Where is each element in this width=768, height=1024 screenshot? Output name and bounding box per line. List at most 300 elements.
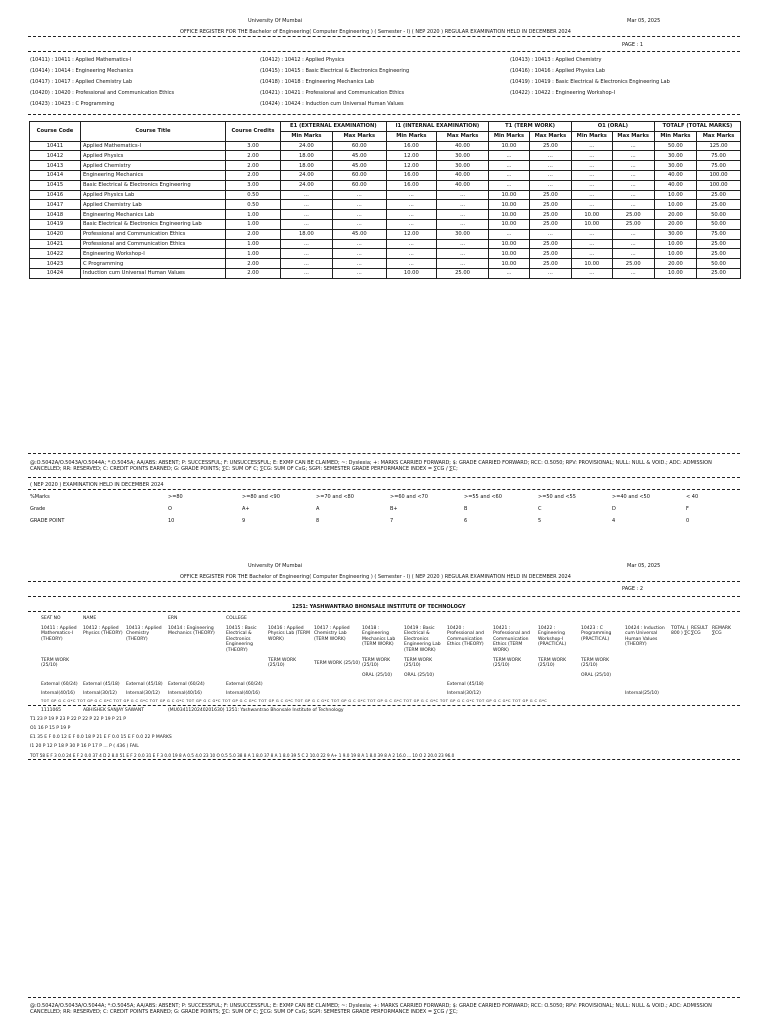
table-cell: Applied Mathematics-I xyxy=(81,141,226,151)
table-cell: ... xyxy=(332,259,386,269)
divider xyxy=(28,997,740,998)
external-label: External (45/18) xyxy=(83,682,120,687)
table-cell: 100.00 xyxy=(697,180,741,190)
table-cell: Basic Electrical & Electronics Engineering xyxy=(81,180,226,190)
table-cell: 10421 xyxy=(30,239,81,249)
table-cell: ... xyxy=(571,170,612,180)
grade-cell: O xyxy=(168,506,172,512)
table-cell: 10.00 xyxy=(654,268,696,278)
grade-cell: 8 xyxy=(316,518,320,524)
table-cell: 1.00 xyxy=(226,249,281,259)
table-cell: 10422 xyxy=(30,249,81,259)
col-min-marks: Min Marks xyxy=(489,131,530,141)
course-code-item: (10424) : 10424 : Induction cum Universal Human Values xyxy=(260,101,404,107)
col-o1: O1 (ORAL) xyxy=(571,122,654,132)
table-cell: 25.00 xyxy=(529,141,571,151)
table-cell: 25.00 xyxy=(436,268,488,278)
table-cell: ... xyxy=(332,200,386,210)
grade-cell: GRADE POINT xyxy=(30,518,65,524)
oral-label: ORAL (25/10) xyxy=(581,673,611,678)
course-col-10416: 10416 : Applied Physics Lab (TERM WORK) xyxy=(268,626,310,642)
table-cell: Applied Physics xyxy=(81,151,226,161)
table-cell: ... xyxy=(332,210,386,220)
course-col-10421: 10421 : Professional and Communication Ethics (TERM WORK) xyxy=(493,626,530,653)
table-cell: 10.00 xyxy=(654,239,696,249)
internal-label: Internal(30/12) xyxy=(126,691,160,696)
course-code-item: (10422) : 10422 : Engineering Workshop-I xyxy=(510,90,615,96)
table-cell: 50.00 xyxy=(654,141,696,151)
table-cell: Engineering Workshop-I xyxy=(81,249,226,259)
table-cell: ... xyxy=(529,151,571,161)
table-cell: 10.00 xyxy=(571,259,612,269)
course-col-10417: 10417 : Applied Chemistry Lab (TERM WORK) xyxy=(314,626,350,642)
course-code-item: (10413) : 10413 : Applied Chemistry xyxy=(510,57,602,63)
student-college: 1251: Yashwantrao Bhonsale Institute of Technology xyxy=(226,708,344,713)
table-cell: ... xyxy=(436,239,488,249)
table-cell: 25.00 xyxy=(529,249,571,259)
table-cell: ... xyxy=(529,268,571,278)
table-cell: 10412 xyxy=(30,151,81,161)
col-ern: ERN xyxy=(168,616,178,621)
course-col-10413: 10413 : Applied Chemistry (THEORY) xyxy=(126,626,162,642)
table-cell: C Programming xyxy=(81,259,226,269)
course-code-item: (10412) : 10412 : Applied Physics xyxy=(260,57,345,63)
table-cell: 40.00 xyxy=(436,180,488,190)
table-cell: Professional and Communication Ethics xyxy=(81,229,226,239)
col-max-marks: Max Marks xyxy=(529,131,571,141)
register-title: OFFICE REGISTER FOR THE Bachelor of Engineering( Computer Engineering ) ( Semester - I) ( NEP 2020 ) REGULAR EXAMINATION HELD IN DECEMBER 2024 xyxy=(180,574,571,580)
course-col-10423: 10423 : C Programming (PRACTICAL) xyxy=(581,626,612,642)
table-row xyxy=(30,219,741,229)
grade-cell: < 40 xyxy=(686,494,699,500)
col-total: TOTAL ( 800 ) ∑C xyxy=(671,626,691,637)
table-row xyxy=(30,200,741,210)
table-cell: 12.00 xyxy=(386,229,436,239)
table-cell: ... xyxy=(571,200,612,210)
divider xyxy=(28,581,740,582)
col-max-marks: Max Marks xyxy=(697,131,741,141)
divider xyxy=(28,489,740,490)
table-row xyxy=(30,239,741,249)
table-cell: 18.00 xyxy=(281,229,333,239)
course-code-item: (10418) : 10418 : Engineering Mechanics Lab xyxy=(260,79,374,85)
grade-cell: F xyxy=(686,506,689,512)
table-cell: 12.00 xyxy=(386,161,436,171)
table-cell: ... xyxy=(529,180,571,190)
divider xyxy=(28,596,740,597)
table-row xyxy=(30,151,741,161)
table-cell: 30.00 xyxy=(654,151,696,161)
table-row xyxy=(30,161,741,171)
table-cell: 12.00 xyxy=(386,151,436,161)
grade-table xyxy=(30,494,730,524)
table-row xyxy=(30,170,741,180)
student-name: ABHISHEK SANJAY SAWANT xyxy=(83,708,145,713)
student-seat-no: 1111065 xyxy=(41,708,62,713)
table-cell: 30.00 xyxy=(654,161,696,171)
table-cell: ... xyxy=(489,229,530,239)
divider xyxy=(28,36,740,37)
page-number: PAGE : 1 xyxy=(622,42,644,48)
course-code-item: (10414) : 10414 : Engineering Mechanics xyxy=(30,68,134,74)
table-cell: 1.00 xyxy=(226,210,281,220)
table-cell: 75.00 xyxy=(697,229,741,239)
course-code-item: (10417) : 10417 : Applied Chemistry Lab xyxy=(30,79,133,85)
course-code-item: (10421) : 10421 : Professional and Communication Ethics xyxy=(260,90,405,96)
external-label: External (60/24) xyxy=(168,682,205,687)
divider xyxy=(28,51,740,52)
table-cell: 10.00 xyxy=(571,219,612,229)
university-name: University Of Mumbai xyxy=(248,18,303,24)
course-code-item: (10411) : 10411 : Applied Mathematics-I xyxy=(30,57,132,63)
internal-label: Internal(40/16) xyxy=(226,691,260,696)
table-cell: ... xyxy=(529,229,571,239)
table-cell: 24.00 xyxy=(281,170,333,180)
oral-label: ORAL (25/10) xyxy=(362,673,392,678)
table-cell: 10423 xyxy=(30,259,81,269)
external-label: External (45/18) xyxy=(447,682,484,687)
table-cell: ... xyxy=(281,200,333,210)
table-cell: 30.00 xyxy=(436,229,488,239)
table-cell: ... xyxy=(612,249,654,259)
grade-caption: ( NEP 2020 ) EXAMINATION HELD IN DECEMBER 2024 xyxy=(30,482,164,488)
table-cell: 25.00 xyxy=(529,259,571,269)
table-cell: 25.00 xyxy=(612,210,654,220)
grade-cell: B xyxy=(464,506,468,512)
table-cell: 10414 xyxy=(30,170,81,180)
divider xyxy=(28,759,740,760)
course-col-10418: 10418 : Engineering Mechanics Lab (TERM WORK) xyxy=(362,626,396,648)
table-cell: 10.00 xyxy=(489,210,530,220)
table-cell: ... xyxy=(571,268,612,278)
col-max-marks: Max Marks xyxy=(612,131,654,141)
grade-cell: Grade xyxy=(30,506,46,512)
table-cell: 25.00 xyxy=(529,239,571,249)
grade-cell: 6 xyxy=(464,518,468,524)
table-cell: 10417 xyxy=(30,200,81,210)
table-cell: ... xyxy=(386,190,436,200)
table-cell: 10420 xyxy=(30,229,81,239)
course-code-item: (10420) : 10420 : Professional and Communication Ethics xyxy=(30,90,175,96)
abbreviation-legend: @:O.5042A/O.5043A/O.5044A; *:O.5045A; AA/ABS: ABSENT; P: SUCCESSFUL; F: UNSUCCESSFUL; E: EXMP CAN BE CLAIMED; ~: Dyslexia; +: MARKS CARRIED FORWARD; $: GRADE CARRIED FORWARD; RCC: O.5050; RPV: PROVISIONAL; NULL: NULL & VOID.; ADC: ADMISSION CANCELLED; RR: RESERVED; C: CREDIT POINTS EARNED; G: GRADE POINTS; ∑C: SUM OF C; ∑CG: SUM OF CxG; SGPI: SEMESTER GRADE PERFORMANCE INDEX = ∑CG / ∑C; xyxy=(30,460,712,473)
table-cell: 25.00 xyxy=(529,219,571,229)
table-cell: 10.00 xyxy=(386,268,436,278)
table-cell: ... xyxy=(386,200,436,210)
divider xyxy=(28,477,740,478)
table-cell: ... xyxy=(281,249,333,259)
table-cell: 2.00 xyxy=(226,259,281,269)
table-cell: 0.50 xyxy=(226,190,281,200)
table-cell: Applied Physics Lab xyxy=(81,190,226,200)
col-course-title: Course Title xyxy=(81,122,226,142)
table-cell: 40.00 xyxy=(436,170,488,180)
table-cell: Professional and Communication Ethics xyxy=(81,239,226,249)
table-cell: ... xyxy=(281,268,333,278)
table-cell: ... xyxy=(281,259,333,269)
row-t1: T1 23 P 19 P 23 P 22 P 22 P 22 P 19 P 21 P xyxy=(30,717,127,722)
table-cell: 50.00 xyxy=(697,259,741,269)
table-cell: 30.00 xyxy=(436,151,488,161)
divider xyxy=(28,114,740,115)
external-label: External (60/24) xyxy=(226,682,263,687)
col-min-marks: Min Marks xyxy=(654,131,696,141)
row-i1: I1 20 P 12 P 18 P 30 P 16 P 17 P ... P ( 436 ) FAIL xyxy=(30,744,139,749)
table-cell: 10424 xyxy=(30,268,81,278)
table-cell: ... xyxy=(612,190,654,200)
termwork-label: TERM WORK (25/10) xyxy=(493,658,522,669)
table-cell: ... xyxy=(612,268,654,278)
table-cell: ... xyxy=(612,161,654,171)
grade-cell: 9 xyxy=(242,518,246,524)
table-cell: 125.00 xyxy=(697,141,741,151)
internal-label: Internal(40/16) xyxy=(168,691,202,696)
table-row xyxy=(30,249,741,259)
abbreviation-legend: @:O.5042A/O.5043A/O.5044A; *:O.5045A; AA/ABS: ABSENT; P: SUCCESSFUL; F: UNSUCCESSFUL; E: EXMP CAN BE CLAIMED; ~: Dyslexia; +: MARKS CARRIED FORWARD; $: GRADE CARRIED FORWARD; RCC: O.5050; RPV: PROVISIONAL; NULL: NULL & VOID.; ADC: ADMISSION CANCELLED; RR: RESERVED; C: CREDIT POINTS EARNED; G: GRADE POINTS; ∑C: SUM OF C; ∑CG: SUM OF CxG; SGPI: SEMESTER GRADE PERFORMANCE INDEX = ∑CG / ∑C; xyxy=(30,1003,712,1016)
grade-cell: 7 xyxy=(390,518,394,524)
course-code-item xyxy=(510,101,740,107)
oral-label: ORAL (25/10) xyxy=(404,673,434,678)
course-table xyxy=(29,121,741,279)
table-cell: 16.00 xyxy=(386,180,436,190)
table-cell: 20.00 xyxy=(654,259,696,269)
page-number: PAGE : 2 xyxy=(622,586,644,592)
table-row xyxy=(30,210,741,220)
col-max-marks: Max Marks xyxy=(436,131,488,141)
table-cell: 45.00 xyxy=(332,161,386,171)
table-row xyxy=(30,190,741,200)
course-col-10422: 10422 : Engineering Workshop-I (PRACTICAL) xyxy=(538,626,567,648)
table-cell: 25.00 xyxy=(697,190,741,200)
table-cell: 10.00 xyxy=(489,239,530,249)
grade-cell: 5 xyxy=(538,518,542,524)
table-cell: 10.00 xyxy=(654,249,696,259)
col-t1: T1 (TERM WORK) xyxy=(489,122,572,132)
table-cell: 10.00 xyxy=(654,190,696,200)
row-e1: E1 35 E F 0.0 12 E F 0.0 18 P 21 E F 0.0 15 E F 0.0 22 P MARKS xyxy=(30,735,172,740)
termwork-label: TERM WORK (25/10) xyxy=(268,658,297,669)
external-label: External (60/24) xyxy=(41,682,78,687)
table-cell: ... xyxy=(332,268,386,278)
table-cell: ... xyxy=(571,180,612,190)
course-col-10412: 10412 : Applied Physics (THEORY) xyxy=(83,626,123,637)
table-cell: 75.00 xyxy=(697,151,741,161)
external-label: External (45/18) xyxy=(126,682,163,687)
grade-cell: >=60 and <70 xyxy=(390,494,428,500)
table-cell: 2.00 xyxy=(226,229,281,239)
table-cell: 10.00 xyxy=(654,200,696,210)
table-cell: Engineering Mechanics Lab xyxy=(81,210,226,220)
table-cell: 10.00 xyxy=(489,259,530,269)
table-cell: ... xyxy=(436,200,488,210)
table-cell: 40.00 xyxy=(436,141,488,151)
table-cell: 20.00 xyxy=(654,210,696,220)
table-cell: 100.00 xyxy=(697,170,741,180)
table-cell: 30.00 xyxy=(654,229,696,239)
col-i1: I1 (INTERNAL EXAMINATION) xyxy=(386,122,488,132)
print-date: Mar 05, 2025 xyxy=(627,563,661,569)
table-cell: ... xyxy=(489,180,530,190)
table-cell: ... xyxy=(436,249,488,259)
table-row xyxy=(30,141,741,151)
table-cell: 25.00 xyxy=(697,200,741,210)
table-cell: 25.00 xyxy=(529,200,571,210)
divider xyxy=(28,453,740,454)
table-cell: 20.00 xyxy=(654,219,696,229)
col-seat-no: SEAT NO xyxy=(41,616,61,621)
course-col-10414: 10414 : Engineering Mechanics (THEORY) xyxy=(168,626,215,637)
termwork-label: TERM WORK (25/10) xyxy=(314,661,361,666)
row-tot: TOT 58 E F 3 0.0 24 E F 2 0.0 37 4 D 2 8.0 51 E F 2 0.0 31 E F 3 0.0 19 8 A 0.5 4.0 23 10 O 0.5 5.0 38 8 A 1 8.0 37 8 A 1 8.0 39 5 C 2 10.0 22 9 A+ 1 9.0 19 8 A 1 8.0 39 8 A 2 16.0 ... 10 O 2 20.0 23 96.0 xyxy=(30,753,455,758)
table-cell: 25.00 xyxy=(697,268,741,278)
table-cell: 25.00 xyxy=(697,249,741,259)
table-cell: ... xyxy=(436,219,488,229)
col-min-marks: Min Marks xyxy=(281,131,333,141)
col-e1: E1 (EXTERNAL EXAMINATION) xyxy=(281,122,387,132)
col-max-marks: Max Marks xyxy=(332,131,386,141)
table-cell: ... xyxy=(386,219,436,229)
table-row xyxy=(30,268,741,278)
table-cell: Engineering Mechanics xyxy=(81,170,226,180)
table-cell: ... xyxy=(529,170,571,180)
table-cell: ... xyxy=(436,190,488,200)
col-name: NAME xyxy=(83,616,97,621)
grade-cell: >=40 and <50 xyxy=(612,494,650,500)
table-cell: 10416 xyxy=(30,190,81,200)
col-remark: REMARK ∑CG xyxy=(712,626,732,637)
table-cell: 10.00 xyxy=(489,141,530,151)
table-cell: 60.00 xyxy=(332,170,386,180)
table-cell: 40.00 xyxy=(654,180,696,190)
table-cell: 40.00 xyxy=(654,170,696,180)
table-cell: ... xyxy=(571,190,612,200)
table-cell: ... xyxy=(489,268,530,278)
table-cell: 18.00 xyxy=(281,161,333,171)
course-code-item: (10415) : 10415 : Basic Electrical & Electronics Engineering xyxy=(260,68,410,74)
termwork-label: TERM WORK (25/10) xyxy=(362,658,391,669)
grade-cell: 10 xyxy=(168,518,175,524)
course-code-item: (10419) : 10419 : Basic Electrical & Electronics Engineering Lab xyxy=(510,79,670,85)
table-cell: ... xyxy=(489,151,530,161)
internal-label: Internal(25/10) xyxy=(625,691,659,696)
table-cell: Applied Chemistry Lab xyxy=(81,200,226,210)
table-cell: 18.00 xyxy=(281,151,333,161)
table-cell: 45.00 xyxy=(332,151,386,161)
table-cell: 10.00 xyxy=(571,210,612,220)
table-cell: ... xyxy=(612,141,654,151)
table-cell: ... xyxy=(281,210,333,220)
table-cell: ... xyxy=(332,239,386,249)
table-cell: 10.00 xyxy=(489,249,530,259)
table-cell: ... xyxy=(332,190,386,200)
table-cell: ... xyxy=(612,151,654,161)
table-cell: ... xyxy=(612,170,654,180)
table-cell: 10419 xyxy=(30,219,81,229)
table-cell: ... xyxy=(612,229,654,239)
table-cell: ... xyxy=(612,180,654,190)
table-cell: 0.50 xyxy=(226,200,281,210)
table-cell: ... xyxy=(529,161,571,171)
row-o1: O1 16 P 15 P 19 P xyxy=(30,726,71,731)
grade-cell: A+ xyxy=(242,506,250,512)
grade-cell: >=80 xyxy=(168,494,183,500)
grade-cell: 4 xyxy=(612,518,616,524)
table-cell: 25.00 xyxy=(612,219,654,229)
table-cell: ... xyxy=(436,259,488,269)
grade-cell: >=50 and <55 xyxy=(538,494,576,500)
table-row xyxy=(30,180,741,190)
university-name: University Of Mumbai xyxy=(248,563,303,569)
table-cell: Induction cum Universal Human Values xyxy=(81,268,226,278)
divider xyxy=(28,705,740,706)
col-total: TOTALF (TOTAL MARKS) xyxy=(654,122,740,132)
table-cell: 2.00 xyxy=(226,151,281,161)
table-cell: 50.00 xyxy=(697,210,741,220)
grade-cell: 0 xyxy=(686,518,690,524)
register-title: OFFICE REGISTER FOR THE Bachelor of Engineering( Computer Engineering ) ( Semester - I) ( NEP 2020 ) REGULAR EXAMINATION HELD IN DECEMBER 2024 xyxy=(180,29,571,35)
table-cell: ... xyxy=(332,219,386,229)
table-cell: ... xyxy=(281,190,333,200)
grade-cell: A xyxy=(316,506,320,512)
course-col-10419: 10419 : Basic Electrical & Electronics Engineering Lab (TERM WORK) xyxy=(404,626,441,653)
table-cell: 10415 xyxy=(30,180,81,190)
table-cell: ... xyxy=(571,161,612,171)
table-cell: ... xyxy=(386,249,436,259)
col-course-credits: Course Credits xyxy=(226,122,281,142)
table-cell: ... xyxy=(386,259,436,269)
table-cell: 24.00 xyxy=(281,180,333,190)
grade-cell: >=55 and <60 xyxy=(464,494,502,500)
print-date: Mar 05, 2025 xyxy=(627,18,661,24)
table-cell: 16.00 xyxy=(386,141,436,151)
table-cell: 2.00 xyxy=(226,170,281,180)
table-cell: 3.00 xyxy=(226,180,281,190)
table-cell: ... xyxy=(436,210,488,220)
table-cell: ... xyxy=(571,151,612,161)
termwork-label: TERM WORK (25/10) xyxy=(581,658,610,669)
college-heading: 1251: YASHWANTRAO BHONSALE INSTITUTE OF TECHNOLOGY xyxy=(292,604,466,610)
internal-label: Internal(40/16) xyxy=(41,691,75,696)
table-cell: ... xyxy=(489,161,530,171)
divider xyxy=(28,611,740,612)
table-cell: 25.00 xyxy=(529,210,571,220)
table-cell: 30.00 xyxy=(436,161,488,171)
course-code-item: (10423) : 10423 : C Programming xyxy=(30,101,115,107)
table-cell: ... xyxy=(612,200,654,210)
table-row xyxy=(30,259,741,269)
table-cell: 25.00 xyxy=(697,239,741,249)
table-cell: ... xyxy=(332,249,386,259)
table-cell: ... xyxy=(612,239,654,249)
col-min-marks: Min Marks xyxy=(571,131,612,141)
grade-cell: >=80 and <90 xyxy=(242,494,280,500)
course-col-10415: 10415 : Basic Electrical & Electronics Engineering (THEORY) xyxy=(226,626,257,653)
table-row xyxy=(30,229,741,239)
table-cell: 10418 xyxy=(30,210,81,220)
table-cell: 75.00 xyxy=(697,161,741,171)
tot-gp-header: TOT GP G C G*C TOT GP G C G*C TOT GP G C G*C TOT GP G C G*C TOT GP G C G*C TOT GP G C G*C TOT GP G C G*C TOT GP G C G*C TOT GP G C G*C TOT GP G C G*C TOT GP G C G*C TOT GP G C G*C TOT GP G C G*C TOT GP G C G*C xyxy=(41,699,548,703)
table-cell: 25.00 xyxy=(612,259,654,269)
table-cell: 3.00 xyxy=(226,141,281,151)
table-cell: 24.00 xyxy=(281,141,333,151)
table-cell: 10.00 xyxy=(489,190,530,200)
col-result: RESULT ∑CG xyxy=(691,626,708,637)
table-cell: Applied Chemistry xyxy=(81,161,226,171)
table-cell: 2.00 xyxy=(226,161,281,171)
grade-cell: D xyxy=(612,506,616,512)
table-cell: 16.00 xyxy=(386,170,436,180)
col-college: COLLEGE xyxy=(226,616,247,621)
course-code-item: (10416) : 10416 : Applied Physics Lab xyxy=(510,68,605,74)
